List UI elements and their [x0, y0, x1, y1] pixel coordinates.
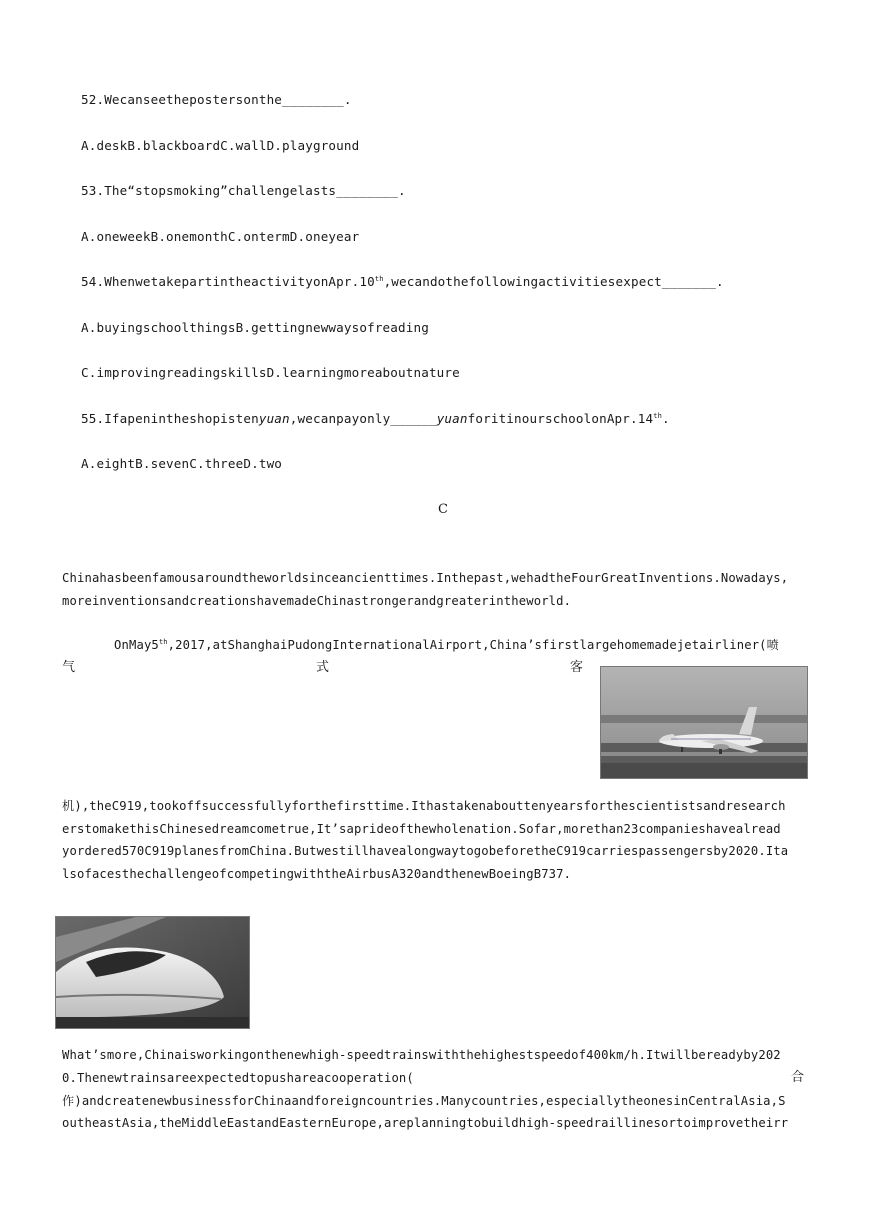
- question-55-options: A.eightB.sevenC.threeD.two: [81, 456, 283, 471]
- passage-p2-cn-char-3: 客: [570, 660, 584, 675]
- question-55-stem-f: .: [661, 411, 670, 426]
- question-54-stem-pre: 54.WhenwetakepartintheactivityonApr.10: [81, 274, 375, 289]
- passage-p2-line-1-sup: th: [158, 637, 168, 646]
- question-52-stem: 52.Wecanseethepostersonthe________.: [81, 92, 352, 107]
- question-55-stem-yuan-1: yuan: [258, 411, 290, 426]
- question-55-stem-yuan-2: yuan: [436, 411, 468, 426]
- passage-p3-cn-char: 合: [791, 1070, 805, 1085]
- passage-p2-line-3: 机),theC919,tookoffsuccessfullyforthefirsttime.Ithastakenabouttenyearsforthescientistsandresearch: [62, 799, 786, 813]
- question-54-stem-post: ,wecandothefollowingactivitiesexpect_______.: [383, 274, 724, 289]
- passage-p3-line-4: outheastAsia,theMiddleEastandEasternEurope,areplanningtobuildhigh-speedraillinesortoimprovetheirr: [62, 1116, 789, 1130]
- question-53-stem: 53.The“stopsmoking”challengelasts________.: [81, 183, 406, 198]
- passage-p2-line-4: erstomakethisChinesedreamcometrue,It’saprideofthewholenation.Sofar,morethan23companieshavealread: [62, 822, 781, 836]
- passage-p3-line-1: What’smore,Chinaisworkingonthenewhigh-speedtrainswiththehighestspeedof400km/h.Itwillbereadyby202: [62, 1048, 781, 1062]
- passage-p1-line-2: moreinventionsandcreationshavemadeChinastrongerandgreaterintheworld.: [62, 594, 572, 608]
- airliner-c919-photo: [600, 666, 808, 779]
- passage-p2-line-1-pre: OnMay5: [114, 638, 159, 652]
- passage-p3-line-3: 作)andcreatenewbusinessforChinaandforeigncountries.Manycountries,especiallytheonesinCentralAsia,S: [62, 1094, 786, 1108]
- question-53-options: A.oneweekB.onemonthC.ontermD.oneyear: [81, 229, 360, 244]
- section-c-heading: C: [438, 502, 448, 517]
- question-54-stem-sup: th: [374, 274, 384, 283]
- passage-p1-line-1: Chinahasbeenfamousaroundtheworldsinceancienttimes.Inthepast,wehadtheFourGreatInventions.Nowadays,: [62, 571, 789, 585]
- passage-p2-line-1: [114, 637, 779, 653]
- question-55-stem-sup: th: [653, 411, 662, 420]
- question-55-stem-c: ,wecanpayonly______: [289, 411, 437, 426]
- question-54-options-line-2: C.improvingreadingskillsD.learningmoreaboutnature: [81, 365, 460, 380]
- question-54-options-line-1: A.buyingschoolthingsB.gettingnewwaysofreading: [81, 320, 429, 335]
- passage-p3-line-2: 0.Thenewtrainsareexpectedtopushareacooperation(: [62, 1071, 414, 1085]
- high-speed-train-photo: [55, 916, 250, 1029]
- question-54-stem: [81, 274, 724, 290]
- passage-p2-line-6: lsofacesthechallengeofcompetingwiththeAirbusA320andthenewBoeingB737.: [62, 867, 572, 881]
- passage-p2-line-5: yordered570C919planesfromChina.ButwestillhavealongwaytogobeforetheC919carriespassengersby2020.Ita: [62, 844, 789, 858]
- question-52-options: A.deskB.blackboardC.wallD.playground: [81, 138, 360, 153]
- question-55-stem-a: 55.Ifapenintheshopisten: [81, 411, 259, 426]
- passage-p2-cn-char-2: 式: [316, 660, 330, 675]
- question-55-stem: [81, 411, 670, 427]
- passage-p2-cn-char-1: 气: [62, 660, 76, 675]
- passage-p2-line-1-post: ,2017,atShanghaiPudongInternationalAirport,China’sfirstlargehomemadejetairliner(喷: [167, 638, 780, 652]
- question-55-stem-e: foritinourschoolonApr.14: [467, 411, 654, 426]
